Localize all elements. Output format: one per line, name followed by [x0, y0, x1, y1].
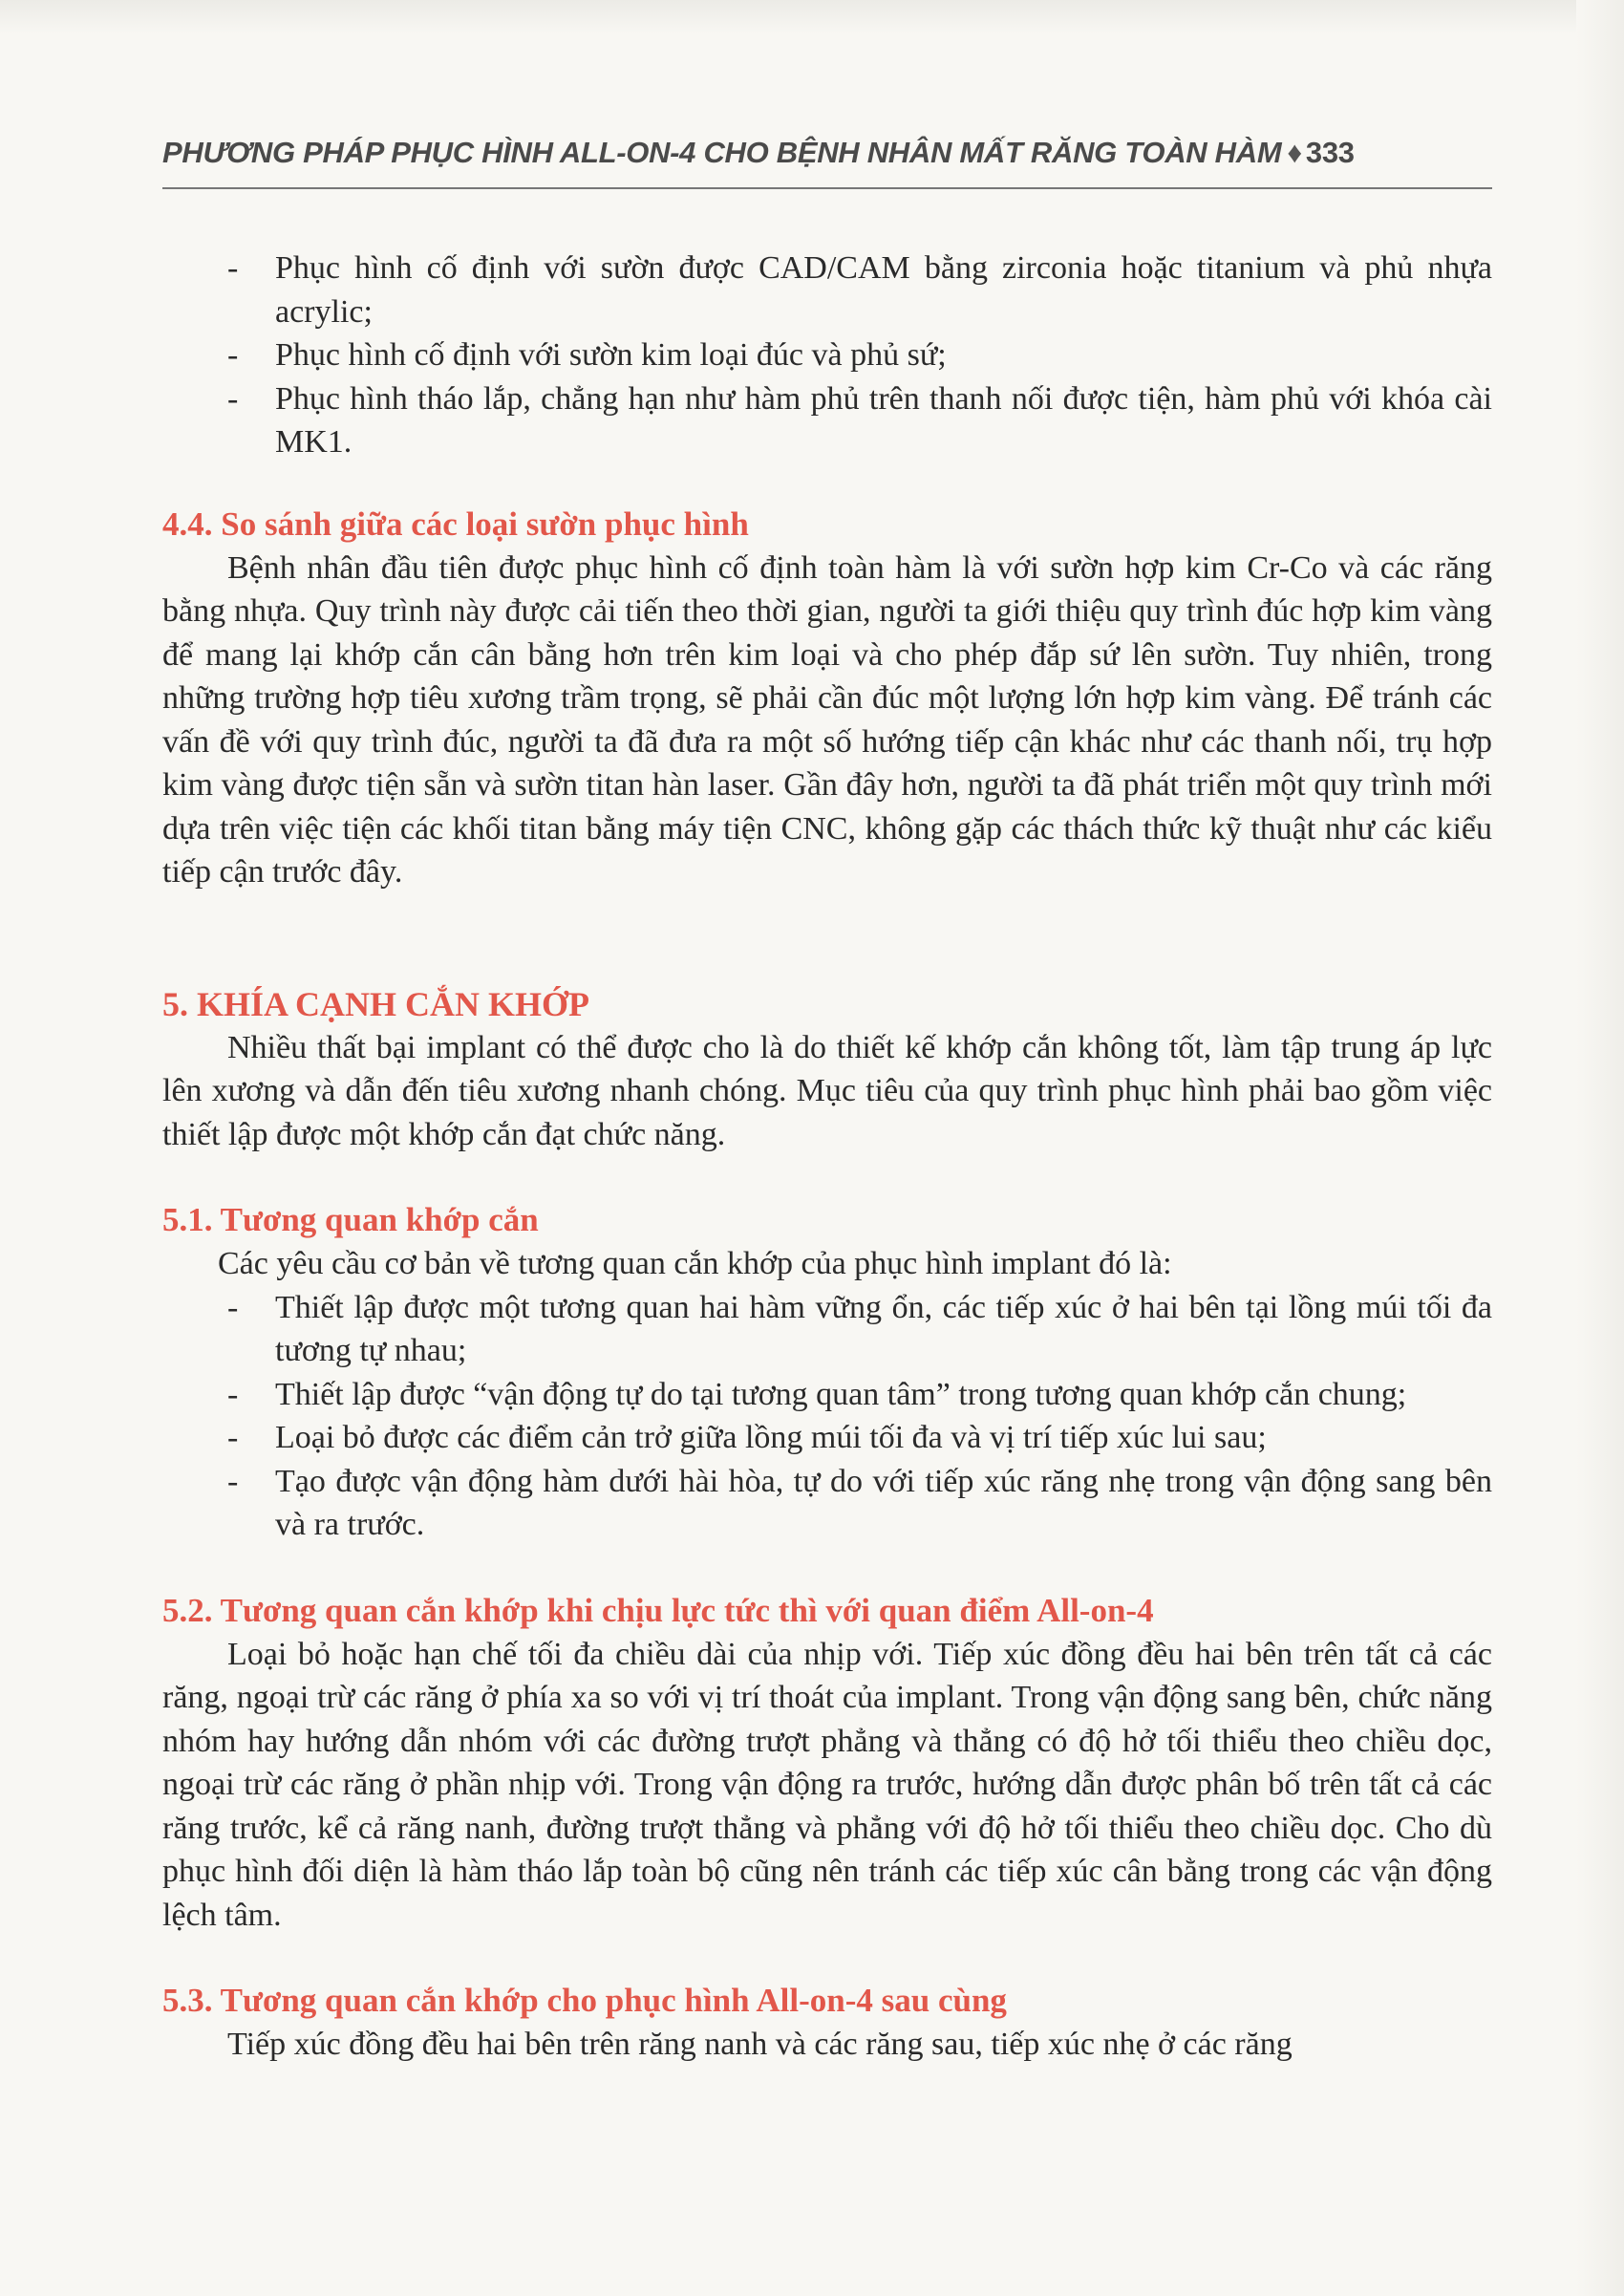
section-heading-5-3: 5.3. Tương quan cắn khớp cho phục hình All-on-4 sau cùng	[162, 1982, 1007, 2019]
section-heading-5-1: 5.1. Tương quan khớp cắn	[162, 1201, 539, 1238]
section-heading-5-2: 5.2. Tương quan cắn khớp khi chịu lực tức thì với quan điểm All-on-4	[162, 1591, 1154, 1629]
list-item	[162, 1373, 1492, 1417]
list-item	[162, 333, 1492, 377]
section-heading-5: 5. KHÍA CẠNH CẮN KHỚP	[162, 984, 590, 1023]
list-dash: -	[227, 250, 239, 286]
running-header	[162, 136, 1490, 170]
list-item-text: Phục hình cố định với sườn kim loại đúc và phủ sứ;	[275, 337, 947, 373]
section-5-1-intro: Các yêu cầu cơ bản về tương quan cắn khớp của phục hình implant đó là:	[218, 1246, 1172, 1281]
running-header-title: PHƯƠNG PHÁP PHỤC HÌNH ALL-ON-4 CHO BỆNH NHÂN MẤT RĂNG TOÀN HÀM	[162, 136, 1282, 169]
list-dash: -	[227, 1376, 239, 1412]
list-item-text: Phục hình cố định với sườn được CAD/CAM bằng zirconia hoặc titanium và phủ nhựa acrylic;	[275, 250, 1492, 330]
list-dash: -	[227, 1463, 239, 1499]
list-item-text: Thiết lập được một tương quan hai hàm vững ổn, các tiếp xúc ở hai bên tại lồng múi tối đa tương tự nhau;	[275, 1289, 1492, 1368]
list-item	[162, 247, 1492, 333]
list-item	[162, 1286, 1492, 1373]
page-body	[162, 247, 1492, 2067]
list-item	[162, 1416, 1492, 1460]
list-dash: -	[227, 337, 239, 373]
list-item-text: Thiết lập được “vận động tự do tại tương quan tâm” trong tương quan khớp cắn chung;	[275, 1376, 1407, 1412]
list-item-text: Tạo được vận động hàm dưới hài hòa, tự do với tiếp xúc răng nhẹ trong vận động sang bên và ra trước.	[275, 1463, 1492, 1542]
list-item-text: Phục hình tháo lắp, chẳng hạn như hàm phủ trên thanh nối được tiện, hàm phủ với khóa cài MK1.	[275, 380, 1492, 460]
list-dash: -	[227, 380, 239, 417]
section-5-paragraph: Nhiều thất bại implant có thể được cho là do thiết kế khớp cắn không tốt, làm tập trung áp lực lên xương và dẫn đến tiêu xương nhanh chóng. Mục tiêu của quy trình phục hình phải bao gồm việc thiết lập được một khớp cắn đạt chức năng.	[162, 1029, 1492, 1152]
section-heading-4-4: 4.4. So sánh giữa các loại sườn phục hình	[162, 504, 749, 543]
scan-top-edge	[0, 0, 1624, 34]
list-dash: -	[227, 1289, 239, 1325]
scan-right-edge	[1576, 0, 1624, 2296]
section-5-2-paragraph: Loại bỏ hoặc hạn chế tối đa chiều dài của nhịp với. Tiếp xúc đồng đều hai bên trên tất cả các răng, ngoại trừ các răng ở phía xa so với vị trí thoát của implant. Trong vận động sang bên, chức năng nhóm hay hướng dẫn nhóm với các đường trượt phẳng và thẳng có độ hở tối thiểu theo chiều dọc, ngoại trừ các răng ở phần nhịp với. Trong vận động ra trước, hướng dẫn được phân bố trên tất cả các răng trước, kể cả răng nanh, đường trượt thẳng và phẳng với độ hở tối thiểu theo chiều dọc. Cho dù phục hình đối diện là hàm tháo lắp toàn bộ cũng nên tránh các tiếp xúc cân bằng trong các vận động lệch tâm.	[162, 1636, 1492, 1933]
section-4-4-paragraph: Bệnh nhân đầu tiên được phục hình cố định toàn hàm là với sườn hợp kim Cr-Co và các răng bằng nhựa. Quy trình này được cải tiến theo thời gian, người ta giới thiệu quy trình đúc hợp kim vàng để mang lại khớp cắn cân bằng hơn trên kim loại và cho phép đắp sứ lên sườn. Tuy nhiên, trong những trường hợp tiêu xương trầm trọng, sẽ phải cần đúc một lượng lớn hợp kim vàng. Để tránh các vấn đề với quy trình đúc, người ta đã đưa ra một số hướng tiếp cận khác như các thanh nối, trụ hợp kim vàng được tiện sẵn và sườn titan hàn laser. Gần đây hơn, người ta đã phát triển một quy trình mới dựa trên việc tiện các khối titan bằng máy tiện CNC, không gặp các thách thức kỹ thuật như các kiểu tiếp cận trước đây.	[162, 549, 1492, 890]
section-5-3-paragraph: Tiếp xúc đồng đều hai bên trên răng nanh và các răng sau, tiếp xúc nhẹ ở các răng	[227, 2027, 1293, 2062]
list-item-text: Loại bỏ được các điểm cản trở giữa lồng múi tối đa và vị trí tiếp xúc lui sau;	[275, 1420, 1267, 1455]
header-divider	[162, 187, 1492, 189]
diamond-bullet-icon: ♦	[1287, 136, 1302, 169]
list-item	[162, 377, 1492, 464]
page-number: 333	[1305, 136, 1355, 169]
list-dash: -	[227, 1420, 239, 1455]
list-item	[162, 1460, 1492, 1547]
